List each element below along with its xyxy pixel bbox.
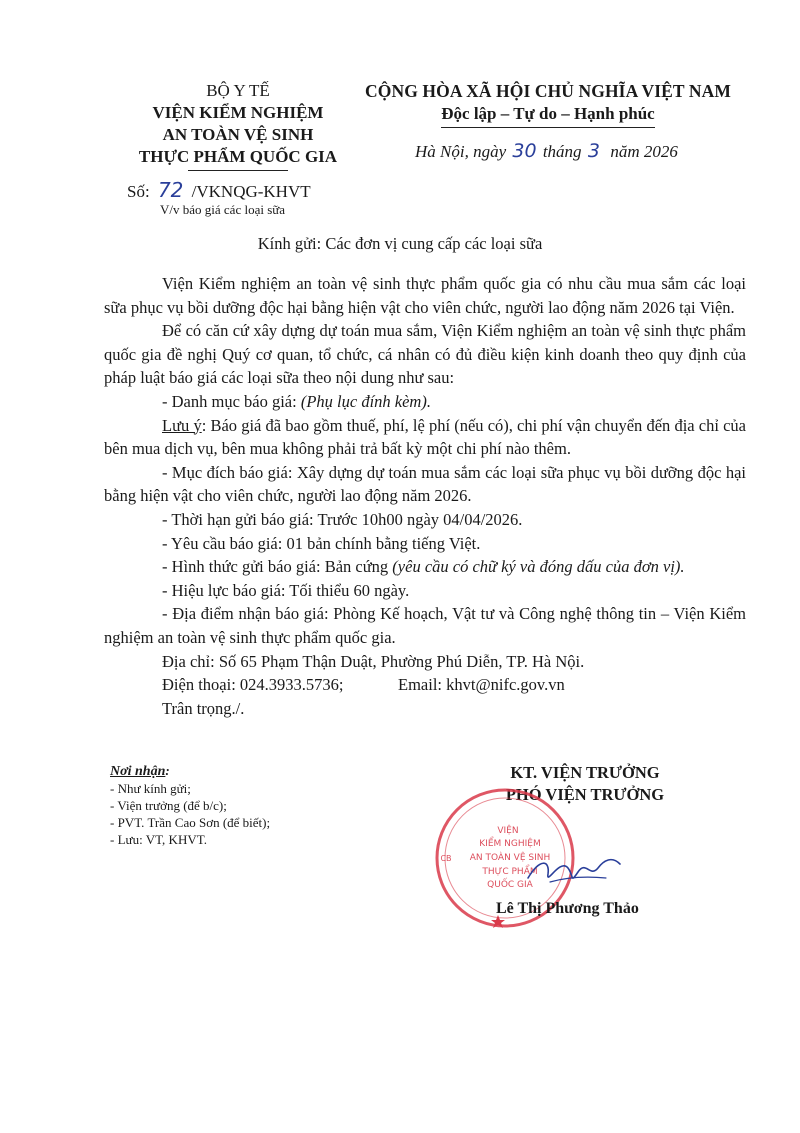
org-line-1: VIỆN KIỂM NGHIỆM xyxy=(152,103,324,122)
date-month-handwritten: 3 xyxy=(587,140,600,162)
ministry-name: BỘ Y TẾ xyxy=(206,81,270,100)
item-list-value: (Phụ lục đính kèm). xyxy=(300,391,431,411)
svg-text:QUỐC GIA: QUỐC GIA xyxy=(487,880,533,890)
item-deadline: - Thời hạn gửi báo giá: Trước 10h00 ngày 04/04/2026. xyxy=(162,509,523,529)
svg-text:VIỆN: VIỆN xyxy=(497,826,519,836)
date-month-label: tháng xyxy=(542,142,582,161)
docno-prefix: Số: xyxy=(127,182,150,201)
date-day-handwritten: 30 xyxy=(512,140,537,162)
paragraph-request: Để có căn cứ xây dựng dự toán mua sắm, Viện Kiểm nghiệm an toàn vệ sinh thực phẩm quốc gia đề nghị Quý cơ quan, tổ chức, cá nhân có đủ điều kiện kinh doanh theo quy định của pháp luật báo giá các loại sữa theo nội dung như sau: xyxy=(104,321,746,388)
item-validity: - Hiệu lực báo giá: Tối thiểu 60 ngày. xyxy=(162,580,410,600)
svg-text:AN TOÀN VỆ SINH: AN TOÀN VỆ SINH xyxy=(469,853,551,863)
paragraph-intro: Viện Kiểm nghiệm an toàn vệ sinh thực phẩm quốc gia có nhu cầu mua sắm các loại sữa phục vụ bồi dưỡng độc hại bằng hiện vật cho viên chức, người lao động năm 2026 tại Viện. xyxy=(104,274,746,317)
recipient-item: - PVT. Trần Cao Sơn (để biết); xyxy=(110,815,271,830)
recipient-item: - Lưu: VT, KHVT. xyxy=(110,832,207,847)
item-note xyxy=(104,414,746,461)
signer-role-1: KT. VIỆN TRƯỞNG xyxy=(510,763,660,782)
docno-handwritten-number: 72 xyxy=(157,178,184,202)
signer-name: Lê Thị Phương Thảo xyxy=(496,900,639,917)
national-header xyxy=(348,80,748,128)
svg-text:THỰC PHẨM: THỰC PHẨM xyxy=(482,867,538,877)
recipient-item: - Viện trưởng (để b/c); xyxy=(110,798,227,813)
svg-text:KIỂM NGHIỆM: KIỂM NGHIỆM xyxy=(479,839,541,849)
closing: Trân trọng./. xyxy=(162,698,245,718)
document-number xyxy=(127,178,311,202)
item-requirement: - Yêu cầu báo giá: 01 bản chính bằng tiếng Việt. xyxy=(162,533,481,553)
issuing-authority xyxy=(118,80,358,171)
document-subject: V/v báo giá các loại sữa xyxy=(160,202,286,217)
org-underline xyxy=(188,170,288,171)
country-name: CỘNG HÒA XÃ HỘI CHỦ NGHĨA VIỆT NAM xyxy=(365,81,731,101)
contact-row xyxy=(104,673,746,697)
recipient-item: - Như kính gửi; xyxy=(110,781,191,796)
form-value: (yêu cầu có chữ ký và đóng dấu của đơn vị). xyxy=(392,557,685,577)
item-list-label: - Danh mục báo giá: xyxy=(162,391,297,411)
item-address: Địa chỉ: Số 65 Phạm Thận Duật, Phường Phú Diễn, TP. Hà Nội. xyxy=(162,651,585,671)
item-place: - Địa điểm nhận báo giá: Phòng Kế hoạch, Vật tư và Công nghệ thông tin – Viện Kiểm nghiệm an toàn vệ sinh thực phẩm quốc gia. xyxy=(104,604,746,647)
document-body xyxy=(104,272,746,720)
date-year: năm 2026 xyxy=(610,142,678,161)
org-line-2: AN TOÀN VỆ SINH xyxy=(162,125,314,144)
signer-role-2: PHÓ VIỆN TRƯỞNG xyxy=(505,785,665,804)
date-line xyxy=(415,140,678,162)
org-line-3: THỰC PHẨM QUỐC GIA xyxy=(138,147,338,166)
contact-email: Email: khvt@nifc.gov.vn xyxy=(398,675,565,695)
organization-name xyxy=(118,102,358,168)
note-label: Lưu ý xyxy=(162,415,202,435)
item-purpose: - Mục đích báo giá: Xây dựng dự toán mua sắm các loại sữa phục vụ bồi dưỡng độc hại bằng hiện vật cho viên chức, người lao động năm 2026. xyxy=(104,462,746,506)
svg-text:CB: CB xyxy=(440,854,452,863)
recipients-block xyxy=(110,762,270,848)
item-list xyxy=(104,390,746,414)
form-label: - Hình thức gửi báo giá: Bản cứng xyxy=(162,557,389,577)
national-motto: Độc lập – Tự do – Hạnh phúc xyxy=(441,102,654,128)
recipients-colon: : xyxy=(165,763,170,778)
handwritten-signature xyxy=(520,838,630,898)
note-text: : Báo giá đã bao gồm thuế, phí, lệ phí (nếu có), chi phí vận chuyển đến địa chỉ của bên mua dịch vụ, bên mua không phải trả bất kỳ một chi phí nào thêm. xyxy=(104,415,746,459)
recipients-label: Nơi nhận xyxy=(110,764,166,779)
item-form xyxy=(104,555,746,579)
docno-suffix: /VKNQG-KHVT xyxy=(191,182,311,201)
greeting: Kính gửi: Các đơn vị cung cấp các loại sữa xyxy=(257,234,543,253)
date-place: Hà Nội, ngày xyxy=(415,142,507,161)
contact-phone: Điện thoại: 024.3933.5736; xyxy=(162,675,344,695)
